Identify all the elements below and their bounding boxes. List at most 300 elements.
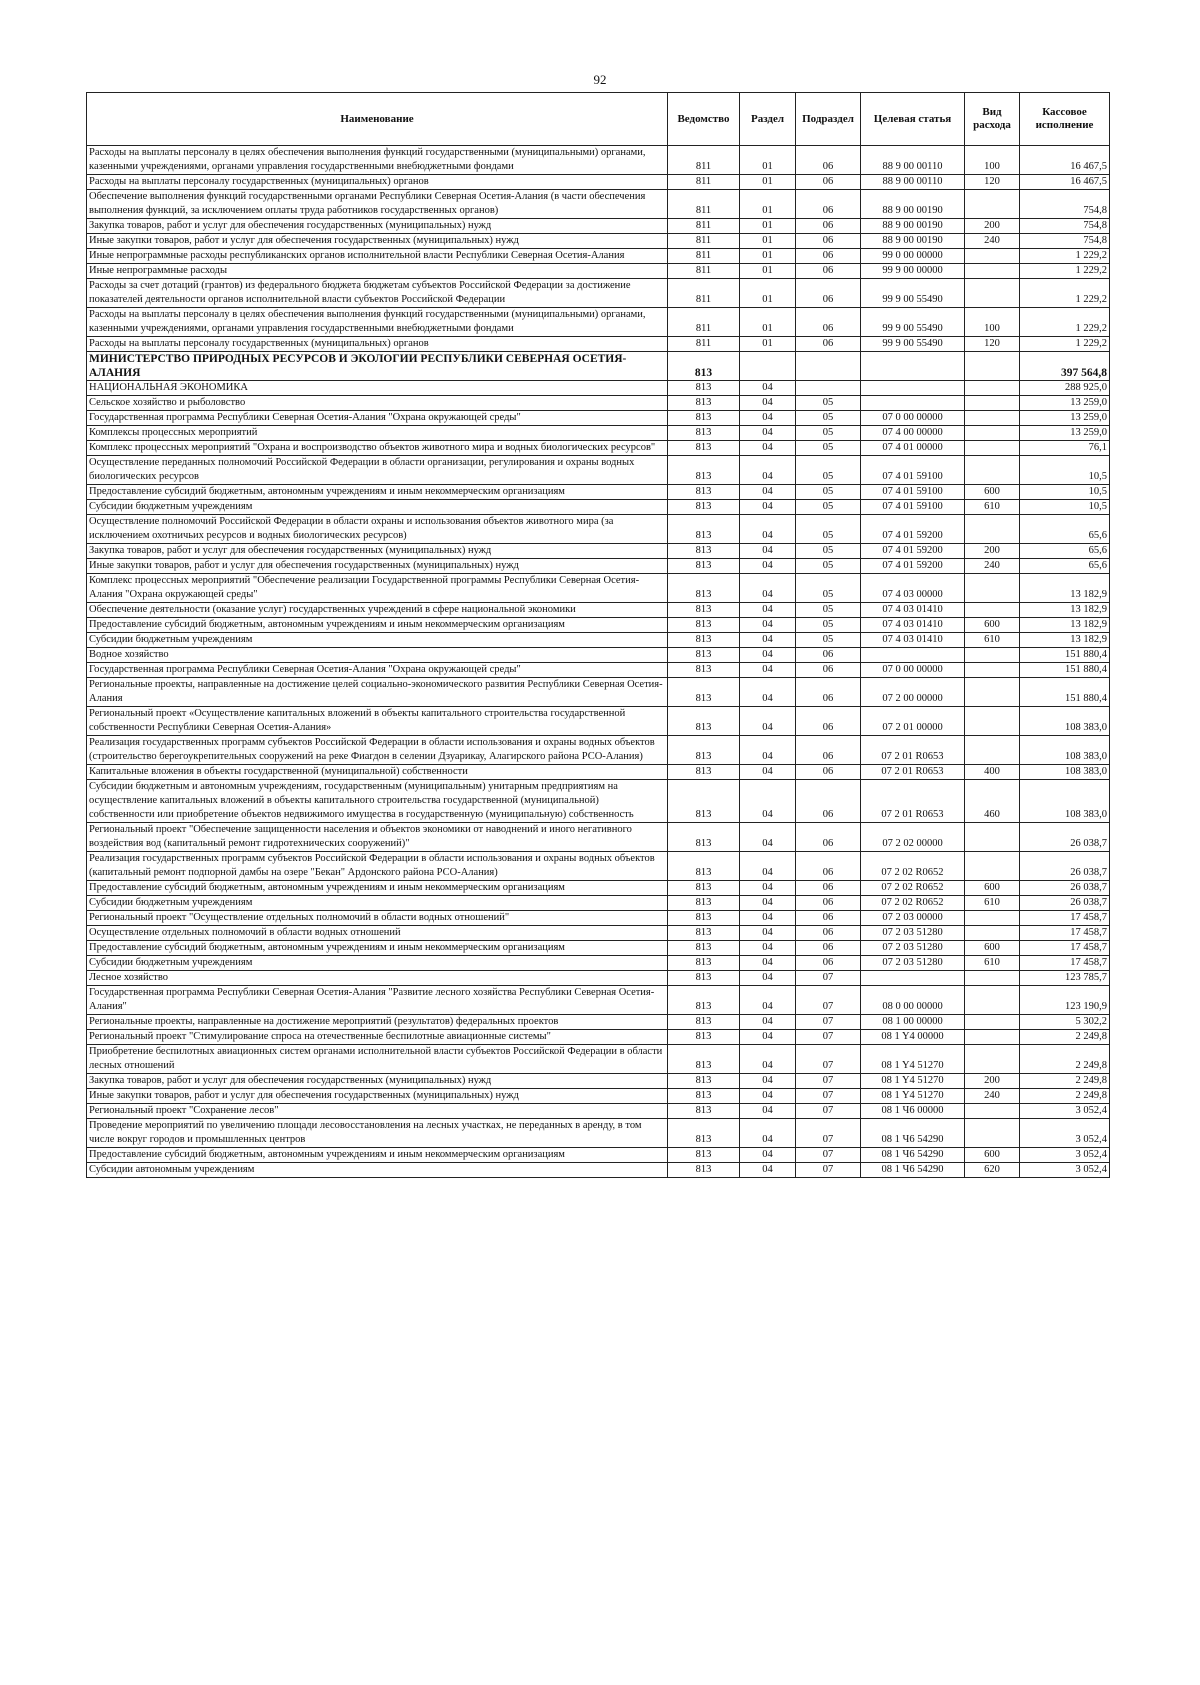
table-row — [87, 456, 1110, 485]
table-row — [87, 426, 1110, 441]
cell-podrazdel: 05 — [796, 500, 861, 515]
cell-razdel: 04 — [740, 896, 796, 911]
cell-vedomstvo: 811 — [668, 249, 740, 264]
table-body — [87, 146, 1110, 1178]
cell-kassovoe: 13 259,0 — [1020, 396, 1110, 411]
cell-vedomstvo: 813 — [668, 1119, 740, 1148]
cell-vedomstvo: 813 — [668, 663, 740, 678]
budget-table — [86, 92, 1110, 1178]
cell-celevaya: 99 0 00 00000 — [861, 249, 965, 264]
cell-razdel: 04 — [740, 1030, 796, 1045]
cell-kassovoe: 397 564,8 — [1020, 352, 1110, 381]
table-row — [87, 279, 1110, 308]
table-row — [87, 663, 1110, 678]
cell-celevaya: 07 4 03 01410 — [861, 603, 965, 618]
cell-name: Осуществление отдельных полномочий в области водных отношений — [87, 926, 668, 941]
cell-vid: 400 — [965, 765, 1020, 780]
cell-podrazdel: 07 — [796, 986, 861, 1015]
cell-razdel: 01 — [740, 219, 796, 234]
cell-vedomstvo: 811 — [668, 219, 740, 234]
table-row — [87, 219, 1110, 234]
table-row — [87, 337, 1110, 352]
cell-name: Обеспечение выполнения функций государственными органами Республики Северная Осетия-Алания (в части обеспечения выполнения функций, за исключением оплаты труда работников государственных органов) — [87, 190, 668, 219]
cell-celevaya: 08 0 00 00000 — [861, 986, 965, 1015]
cell-celevaya: 88 9 00 00190 — [861, 190, 965, 219]
cell-kassovoe: 1 229,2 — [1020, 308, 1110, 337]
cell-vedomstvo: 813 — [668, 1045, 740, 1074]
cell-podrazdel: 06 — [796, 956, 861, 971]
cell-razdel: 04 — [740, 381, 796, 396]
cell-vid — [965, 396, 1020, 411]
cell-name: Иные непрограммные расходы — [87, 264, 668, 279]
cell-kassovoe: 108 383,0 — [1020, 707, 1110, 736]
cell-kassovoe: 13 182,9 — [1020, 574, 1110, 603]
table-row — [87, 1104, 1110, 1119]
cell-celevaya — [861, 648, 965, 663]
header-kassovoe: Кассовое исполнение — [1020, 93, 1110, 146]
cell-kassovoe: 123 190,9 — [1020, 986, 1110, 1015]
cell-kassovoe: 16 467,5 — [1020, 175, 1110, 190]
cell-kassovoe: 3 052,4 — [1020, 1104, 1110, 1119]
cell-kassovoe: 1 229,2 — [1020, 249, 1110, 264]
table-row — [87, 1045, 1110, 1074]
cell-name: Предоставление субсидий бюджетным, автономным учреждениям и иным некоммерческим организациям — [87, 485, 668, 500]
cell-kassovoe: 151 880,4 — [1020, 663, 1110, 678]
cell-name: Осуществление переданных полномочий Российской Федерации в области организации, регулирования и охраны водных биологических ресурсов — [87, 456, 668, 485]
cell-razdel: 04 — [740, 633, 796, 648]
cell-kassovoe: 26 038,7 — [1020, 852, 1110, 881]
cell-celevaya: 07 2 01 R0653 — [861, 780, 965, 823]
cell-vedomstvo: 813 — [668, 352, 740, 381]
cell-podrazdel: 06 — [796, 648, 861, 663]
cell-vedomstvo: 811 — [668, 146, 740, 175]
cell-vid — [965, 249, 1020, 264]
cell-vid — [965, 852, 1020, 881]
cell-vedomstvo: 813 — [668, 765, 740, 780]
cell-razdel: 04 — [740, 411, 796, 426]
cell-vedomstvo: 813 — [668, 1030, 740, 1045]
cell-razdel: 04 — [740, 852, 796, 881]
cell-vid — [965, 986, 1020, 1015]
cell-razdel: 04 — [740, 618, 796, 633]
cell-celevaya — [861, 971, 965, 986]
cell-name: Комплекс процессных мероприятий "Охрана и воспроизводство объектов животного мира и водных биологических ресурсов" — [87, 441, 668, 456]
table-row — [87, 1148, 1110, 1163]
cell-name: Государственная программа Республики Северная Осетия-Алания "Охрана окружающей среды" — [87, 663, 668, 678]
cell-vedomstvo: 813 — [668, 911, 740, 926]
cell-vid: 100 — [965, 146, 1020, 175]
cell-podrazdel: 07 — [796, 1074, 861, 1089]
cell-vedomstvo: 813 — [668, 441, 740, 456]
cell-kassovoe: 1 229,2 — [1020, 337, 1110, 352]
cell-kassovoe: 10,5 — [1020, 500, 1110, 515]
cell-razdel: 04 — [740, 823, 796, 852]
cell-celevaya: 08 1 Ч6 54290 — [861, 1148, 965, 1163]
cell-podrazdel: 06 — [796, 337, 861, 352]
cell-podrazdel: 06 — [796, 249, 861, 264]
cell-celevaya: 07 4 01 59200 — [861, 544, 965, 559]
cell-name: Иные закупки товаров, работ и услуг для обеспечения государственных (муниципальных) нужд — [87, 1089, 668, 1104]
cell-razdel: 04 — [740, 1015, 796, 1030]
cell-celevaya: 07 4 01 59200 — [861, 515, 965, 544]
cell-celevaya: 07 2 02 R0652 — [861, 896, 965, 911]
cell-vedomstvo: 813 — [668, 823, 740, 852]
cell-celevaya: 07 4 01 59200 — [861, 559, 965, 574]
table-row — [87, 249, 1110, 264]
cell-razdel: 04 — [740, 500, 796, 515]
table-row — [87, 881, 1110, 896]
cell-name: Иные непрограммные расходы республиканских органов исполнительной власти Республики Северная Осетия-Алания — [87, 249, 668, 264]
table-row — [87, 1089, 1110, 1104]
cell-razdel: 04 — [740, 736, 796, 765]
table-row — [87, 1119, 1110, 1148]
table-row — [87, 175, 1110, 190]
cell-kassovoe: 65,6 — [1020, 515, 1110, 544]
table-row — [87, 911, 1110, 926]
cell-vid: 610 — [965, 896, 1020, 911]
cell-podrazdel: 06 — [796, 146, 861, 175]
cell-razdel: 01 — [740, 279, 796, 308]
cell-vid — [965, 190, 1020, 219]
cell-vedomstvo: 813 — [668, 986, 740, 1015]
cell-celevaya: 08 1 Y4 51270 — [861, 1089, 965, 1104]
cell-name: Предоставление субсидий бюджетным, автономным учреждениям и иным некоммерческим организациям — [87, 618, 668, 633]
header-celevaya: Целевая статья — [861, 93, 965, 146]
cell-name: Государственная программа Республики Северная Осетия-Алания "Развитие лесного хозяйства Республики Северная Осетия-Алания" — [87, 986, 668, 1015]
cell-celevaya: 07 0 00 00000 — [861, 411, 965, 426]
cell-razdel: 01 — [740, 249, 796, 264]
cell-vid — [965, 678, 1020, 707]
cell-name: Капитальные вложения в объекты государственной (муниципальной) собственности — [87, 765, 668, 780]
cell-kassovoe: 2 249,8 — [1020, 1089, 1110, 1104]
cell-vedomstvo: 813 — [668, 1015, 740, 1030]
cell-celevaya: 07 2 01 R0653 — [861, 736, 965, 765]
cell-razdel: 04 — [740, 559, 796, 574]
cell-podrazdel: 05 — [796, 441, 861, 456]
cell-name: Субсидии бюджетным и автономным учреждениям, государственным (муниципальным) унитарным предприятиям на осуществление капитальных вложений в объекты капитального строительства государственной (муниципальной) собственности или приобретение объектов недвижимого имущества в государственную (муниципальную) собственность — [87, 780, 668, 823]
cell-kassovoe: 17 458,7 — [1020, 956, 1110, 971]
cell-name: Иные закупки товаров, работ и услуг для обеспечения государственных (муниципальных) нужд — [87, 234, 668, 249]
cell-razdel: 04 — [740, 986, 796, 1015]
cell-vid: 120 — [965, 337, 1020, 352]
cell-vid: 600 — [965, 881, 1020, 896]
table-row — [87, 648, 1110, 663]
cell-celevaya: 07 4 03 00000 — [861, 574, 965, 603]
table-row — [87, 941, 1110, 956]
cell-podrazdel: 05 — [796, 456, 861, 485]
table-row — [87, 500, 1110, 515]
cell-podrazdel: 05 — [796, 633, 861, 648]
cell-kassovoe: 754,8 — [1020, 234, 1110, 249]
cell-celevaya: 88 9 00 00190 — [861, 234, 965, 249]
cell-podrazdel: 06 — [796, 911, 861, 926]
cell-vedomstvo: 811 — [668, 308, 740, 337]
cell-razdel: 04 — [740, 485, 796, 500]
cell-podrazdel: 07 — [796, 1104, 861, 1119]
cell-vid — [965, 648, 1020, 663]
cell-kassovoe: 16 467,5 — [1020, 146, 1110, 175]
cell-name: Предоставление субсидий бюджетным, автономным учреждениям и иным некоммерческим организациям — [87, 941, 668, 956]
cell-podrazdel — [796, 352, 861, 381]
cell-vid — [965, 411, 1020, 426]
cell-podrazdel: 05 — [796, 559, 861, 574]
table-row — [87, 956, 1110, 971]
cell-kassovoe: 5 302,2 — [1020, 1015, 1110, 1030]
cell-vedomstvo: 813 — [668, 456, 740, 485]
cell-kassovoe: 65,6 — [1020, 544, 1110, 559]
cell-razdel: 04 — [740, 574, 796, 603]
cell-kassovoe: 2 249,8 — [1020, 1030, 1110, 1045]
table-row — [87, 618, 1110, 633]
cell-name: Расходы на выплаты персоналу в целях обеспечения выполнения функций государственными (муниципальными) органами, казенными учреждениями, органами управления государственными внебюджетными фондами — [87, 308, 668, 337]
cell-celevaya: 88 9 00 00190 — [861, 219, 965, 234]
cell-kassovoe: 754,8 — [1020, 190, 1110, 219]
cell-podrazdel: 06 — [796, 852, 861, 881]
cell-name: Расходы на выплаты персоналу государственных (муниципальных) органов — [87, 175, 668, 190]
cell-celevaya: 07 4 03 01410 — [861, 633, 965, 648]
cell-vid — [965, 264, 1020, 279]
cell-celevaya: 08 1 Ч6 54290 — [861, 1119, 965, 1148]
cell-vedomstvo: 811 — [668, 279, 740, 308]
cell-podrazdel: 06 — [796, 926, 861, 941]
cell-podrazdel: 07 — [796, 1148, 861, 1163]
cell-razdel: 04 — [740, 678, 796, 707]
cell-kassovoe: 3 052,4 — [1020, 1148, 1110, 1163]
cell-kassovoe: 26 038,7 — [1020, 896, 1110, 911]
table-row — [87, 633, 1110, 648]
cell-kassovoe: 151 880,4 — [1020, 678, 1110, 707]
cell-kassovoe: 13 182,9 — [1020, 618, 1110, 633]
cell-name: Закупка товаров, работ и услуг для обеспечения государственных (муниципальных) нужд — [87, 1074, 668, 1089]
cell-name: Закупка товаров, работ и услуг для обеспечения государственных (муниципальных) нужд — [87, 219, 668, 234]
cell-celevaya: 07 2 03 51280 — [861, 941, 965, 956]
cell-vedomstvo: 813 — [668, 1089, 740, 1104]
cell-kassovoe: 17 458,7 — [1020, 911, 1110, 926]
cell-vid — [965, 426, 1020, 441]
header-razdel: Раздел — [740, 93, 796, 146]
cell-kassovoe: 17 458,7 — [1020, 941, 1110, 956]
cell-vid — [965, 574, 1020, 603]
cell-celevaya: 07 4 01 00000 — [861, 441, 965, 456]
cell-vid: 620 — [965, 1163, 1020, 1178]
table-row — [87, 736, 1110, 765]
cell-razdel: 01 — [740, 234, 796, 249]
cell-celevaya: 07 4 01 59100 — [861, 456, 965, 485]
table-row — [87, 971, 1110, 986]
cell-vedomstvo: 813 — [668, 648, 740, 663]
cell-podrazdel: 07 — [796, 971, 861, 986]
cell-kassovoe: 3 052,4 — [1020, 1119, 1110, 1148]
cell-vid: 610 — [965, 956, 1020, 971]
cell-vid: 460 — [965, 780, 1020, 823]
cell-vedomstvo: 813 — [668, 896, 740, 911]
table-row — [87, 1030, 1110, 1045]
table-row — [87, 441, 1110, 456]
cell-razdel: 04 — [740, 926, 796, 941]
cell-name: Комплексы процессных мероприятий — [87, 426, 668, 441]
cell-podrazdel: 05 — [796, 618, 861, 633]
cell-celevaya: 07 2 00 00000 — [861, 678, 965, 707]
cell-vid — [965, 381, 1020, 396]
table-row — [87, 485, 1110, 500]
table-row — [87, 765, 1110, 780]
cell-vedomstvo: 811 — [668, 264, 740, 279]
cell-kassovoe: 108 383,0 — [1020, 780, 1110, 823]
cell-name: Осуществление полномочий Российской Федерации в области охраны и использования объектов животного мира (за исключением охотничьих ресурсов и водных биологических ресурсов) — [87, 515, 668, 544]
cell-name: Субсидии бюджетным учреждениям — [87, 956, 668, 971]
cell-razdel: 01 — [740, 308, 796, 337]
table-row — [87, 603, 1110, 618]
cell-razdel: 01 — [740, 264, 796, 279]
cell-podrazdel: 06 — [796, 279, 861, 308]
table-row — [87, 678, 1110, 707]
cell-kassovoe: 13 182,9 — [1020, 633, 1110, 648]
cell-razdel: 04 — [740, 1089, 796, 1104]
cell-celevaya: 08 1 Ч6 00000 — [861, 1104, 965, 1119]
cell-kassovoe: 10,5 — [1020, 485, 1110, 500]
table-row — [87, 264, 1110, 279]
cell-celevaya: 07 2 02 R0652 — [861, 881, 965, 896]
cell-razdel: 04 — [740, 956, 796, 971]
cell-podrazdel: 07 — [796, 1045, 861, 1074]
cell-vedomstvo: 811 — [668, 190, 740, 219]
cell-vid — [965, 441, 1020, 456]
cell-name: НАЦИОНАЛЬНАЯ ЭКОНОМИКА — [87, 381, 668, 396]
cell-vedomstvo: 813 — [668, 1074, 740, 1089]
cell-vedomstvo: 813 — [668, 381, 740, 396]
table-row — [87, 544, 1110, 559]
cell-razdel: 04 — [740, 780, 796, 823]
cell-vid — [965, 1104, 1020, 1119]
cell-celevaya — [861, 381, 965, 396]
cell-razdel: 04 — [740, 1163, 796, 1178]
cell-name: Приобретение беспилотных авиационных систем органами исполнительной власти субъектов Российской Федерации в области лесных отношений — [87, 1045, 668, 1074]
cell-vid — [965, 911, 1020, 926]
table-row — [87, 352, 1110, 381]
cell-vid: 200 — [965, 544, 1020, 559]
header-name: Наименование — [87, 93, 668, 146]
cell-kassovoe: 13 259,0 — [1020, 411, 1110, 426]
cell-vedomstvo: 813 — [668, 780, 740, 823]
cell-name: Государственная программа Республики Северная Осетия-Алания "Охрана окружающей среды" — [87, 411, 668, 426]
cell-vid: 610 — [965, 633, 1020, 648]
cell-kassovoe: 151 880,4 — [1020, 648, 1110, 663]
cell-podrazdel: 06 — [796, 219, 861, 234]
cell-kassovoe: 108 383,0 — [1020, 736, 1110, 765]
cell-podrazdel: 06 — [796, 308, 861, 337]
cell-razdel: 04 — [740, 881, 796, 896]
cell-razdel: 04 — [740, 663, 796, 678]
table-row — [87, 1015, 1110, 1030]
cell-podrazdel: 06 — [796, 707, 861, 736]
cell-name: Региональный проект «Осуществление капитальных вложений в объекты капитального строительства государственной собственности Республики Северная Осетия-Алания» — [87, 707, 668, 736]
cell-razdel: 04 — [740, 426, 796, 441]
cell-name: Закупка товаров, работ и услуг для обеспечения государственных (муниципальных) нужд — [87, 544, 668, 559]
table-row — [87, 559, 1110, 574]
table-row — [87, 308, 1110, 337]
cell-podrazdel: 06 — [796, 736, 861, 765]
cell-name: Реализация государственных программ субъектов Российской Федерации в области использования и охраны водных объектов (капитальный ремонт подпорной дамбы на озере "Бекан" Ардонского района РСО-Алания) — [87, 852, 668, 881]
cell-razdel: 04 — [740, 456, 796, 485]
cell-vedomstvo: 813 — [668, 603, 740, 618]
cell-name: Субсидии автономным учреждениям — [87, 1163, 668, 1178]
cell-vedomstvo: 813 — [668, 559, 740, 574]
table-row — [87, 1074, 1110, 1089]
table-header-row — [87, 93, 1110, 146]
cell-name: Лесное хозяйство — [87, 971, 668, 986]
cell-celevaya: 07 2 03 51280 — [861, 926, 965, 941]
table-row — [87, 411, 1110, 426]
table-row — [87, 852, 1110, 881]
cell-razdel: 04 — [740, 1148, 796, 1163]
cell-vedomstvo: 813 — [668, 396, 740, 411]
cell-razdel: 01 — [740, 146, 796, 175]
cell-name: Субсидии бюджетным учреждениям — [87, 896, 668, 911]
cell-razdel: 01 — [740, 190, 796, 219]
cell-celevaya: 07 2 03 51280 — [861, 956, 965, 971]
cell-razdel: 04 — [740, 911, 796, 926]
cell-vedomstvo: 813 — [668, 485, 740, 500]
table-row — [87, 823, 1110, 852]
cell-vedomstvo: 813 — [668, 633, 740, 648]
cell-razdel: 01 — [740, 175, 796, 190]
cell-vedomstvo: 813 — [668, 1104, 740, 1119]
table-row — [87, 396, 1110, 411]
cell-name: Реализация государственных программ субъектов Российской Федерации в области использования и охраны водных объектов (строительство берегоукрепительных сооружений на реке Фиагдон в селении Дзуарикау, Алагирского района РСО-Алания) — [87, 736, 668, 765]
cell-vedomstvo: 811 — [668, 175, 740, 190]
cell-razdel: 04 — [740, 765, 796, 780]
cell-celevaya: 99 9 00 55490 — [861, 279, 965, 308]
cell-vid — [965, 971, 1020, 986]
cell-kassovoe: 2 249,8 — [1020, 1074, 1110, 1089]
cell-podrazdel: 06 — [796, 881, 861, 896]
cell-podrazdel: 07 — [796, 1030, 861, 1045]
cell-vedomstvo: 813 — [668, 881, 740, 896]
cell-kassovoe: 123 785,7 — [1020, 971, 1110, 986]
cell-razdel: 04 — [740, 941, 796, 956]
cell-vid — [965, 279, 1020, 308]
cell-name: Расходы за счет дотаций (грантов) из федерального бюджета бюджетам субъектов Российской Федерации за достижение показателей деятельности органов исполнительной власти субъектов Российской Федерации — [87, 279, 668, 308]
cell-podrazdel: 07 — [796, 1119, 861, 1148]
table-row — [87, 515, 1110, 544]
cell-razdel — [740, 352, 796, 381]
cell-vedomstvo: 813 — [668, 956, 740, 971]
cell-podrazdel: 07 — [796, 1015, 861, 1030]
cell-podrazdel: 05 — [796, 426, 861, 441]
cell-vid — [965, 352, 1020, 381]
cell-razdel: 04 — [740, 515, 796, 544]
cell-vid — [965, 456, 1020, 485]
table-row — [87, 1163, 1110, 1178]
cell-vedomstvo: 811 — [668, 234, 740, 249]
cell-vedomstvo: 813 — [668, 515, 740, 544]
cell-vedomstvo: 813 — [668, 618, 740, 633]
cell-kassovoe: 26 038,7 — [1020, 823, 1110, 852]
cell-podrazdel: 05 — [796, 603, 861, 618]
table-row — [87, 234, 1110, 249]
cell-vid: 240 — [965, 234, 1020, 249]
cell-vedomstvo: 813 — [668, 971, 740, 986]
cell-podrazdel: 05 — [796, 515, 861, 544]
cell-vid: 600 — [965, 485, 1020, 500]
cell-name: Сельское хозяйство и рыболовство — [87, 396, 668, 411]
cell-celevaya: 07 2 01 R0653 — [861, 765, 965, 780]
cell-razdel: 01 — [740, 337, 796, 352]
cell-podrazdel: 06 — [796, 941, 861, 956]
cell-name: Иные закупки товаров, работ и услуг для обеспечения государственных (муниципальных) нужд — [87, 559, 668, 574]
cell-vedomstvo: 813 — [668, 926, 740, 941]
table-row — [87, 780, 1110, 823]
